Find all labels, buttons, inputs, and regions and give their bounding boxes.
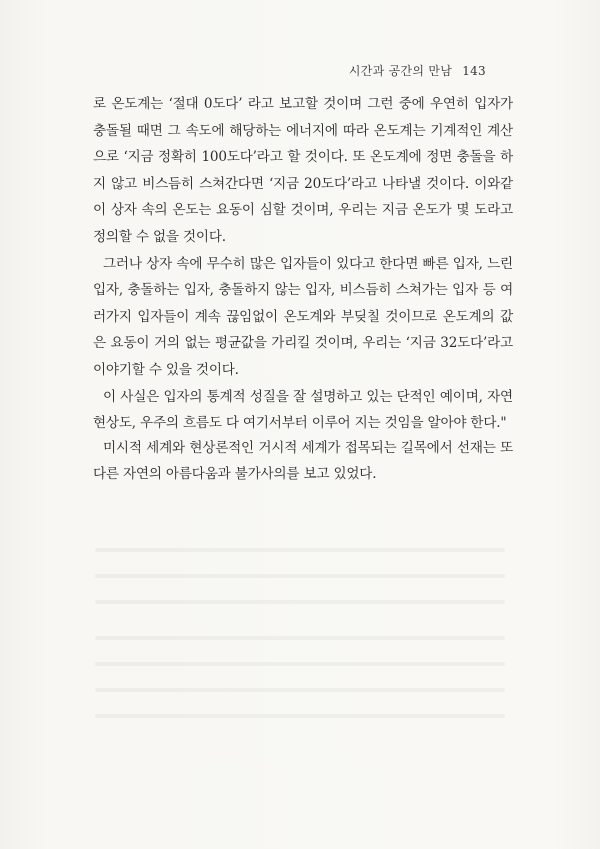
paragraph-4: 미시적 세계와 현상론적인 거시적 세계가 접목되는 길목에서 선재는 또 다른 자연의 아름다움과 불가사의를 보고 있었다. (93, 440, 513, 482)
bleed-through-line (95, 548, 505, 552)
bleed-through-line (95, 600, 505, 604)
bleed-through-line (95, 714, 505, 718)
running-title: 시간과 공간의 만남 (348, 64, 453, 78)
main-text-block (93, 91, 513, 437)
page-header (349, 62, 486, 79)
paragraph-3: 이 사실은 입자의 통계적 성질을 잘 설명하고 있는 단적인 예이며, 자연현상도, 우주의 흐름도 다 여기서부터 이루어 지는 것임을 알아야 한다." (93, 388, 513, 432)
paragraph-2: 그러나 상자 속에 무수히 많은 입자들이 있다고 한다면 빠른 입자, 느린 입자, 충돌하는 입자, 충돌하지 않는 입자, 비스듬히 스쳐가는 입자 등 여러가지 입자들이 계속 끊임없이 온도계와 부딪칠 것이므로 온도계의 값은 요동이 거의 없는 평균값을 가리킬 것이며, 우리는 ‘지금 32도다’라고 이야기할 수 있을 것이다. (93, 255, 513, 378)
bleed-through-line (95, 662, 505, 666)
closing-text-block (93, 435, 513, 487)
paragraph-1: 로 온도계는 ‘절대 0도다’ 라고 보고할 것이며 그런 중에 우연히 입자가 충돌될 때면 그 속도에 해당하는 에너지에 따라 온도계는 기계적인 계산으로 ‘지금 정확히 100도다’라고 할 것이다. 또 온도계에 정면 충돌을 하지 않고 비스듬히 스쳐간다면 ‘지금 20도다’라고 나타낼 것이다. 이와같이 상자 속의 온도는 요동이 심할 것이며, 우리는 지금 온도가 몇 도라고 정의할 수 없을 것이다. (93, 96, 513, 245)
bleed-through-line (95, 688, 505, 692)
bleed-through-line (95, 574, 505, 578)
page-number: 143 (462, 64, 486, 78)
bleed-through-line (95, 636, 505, 640)
